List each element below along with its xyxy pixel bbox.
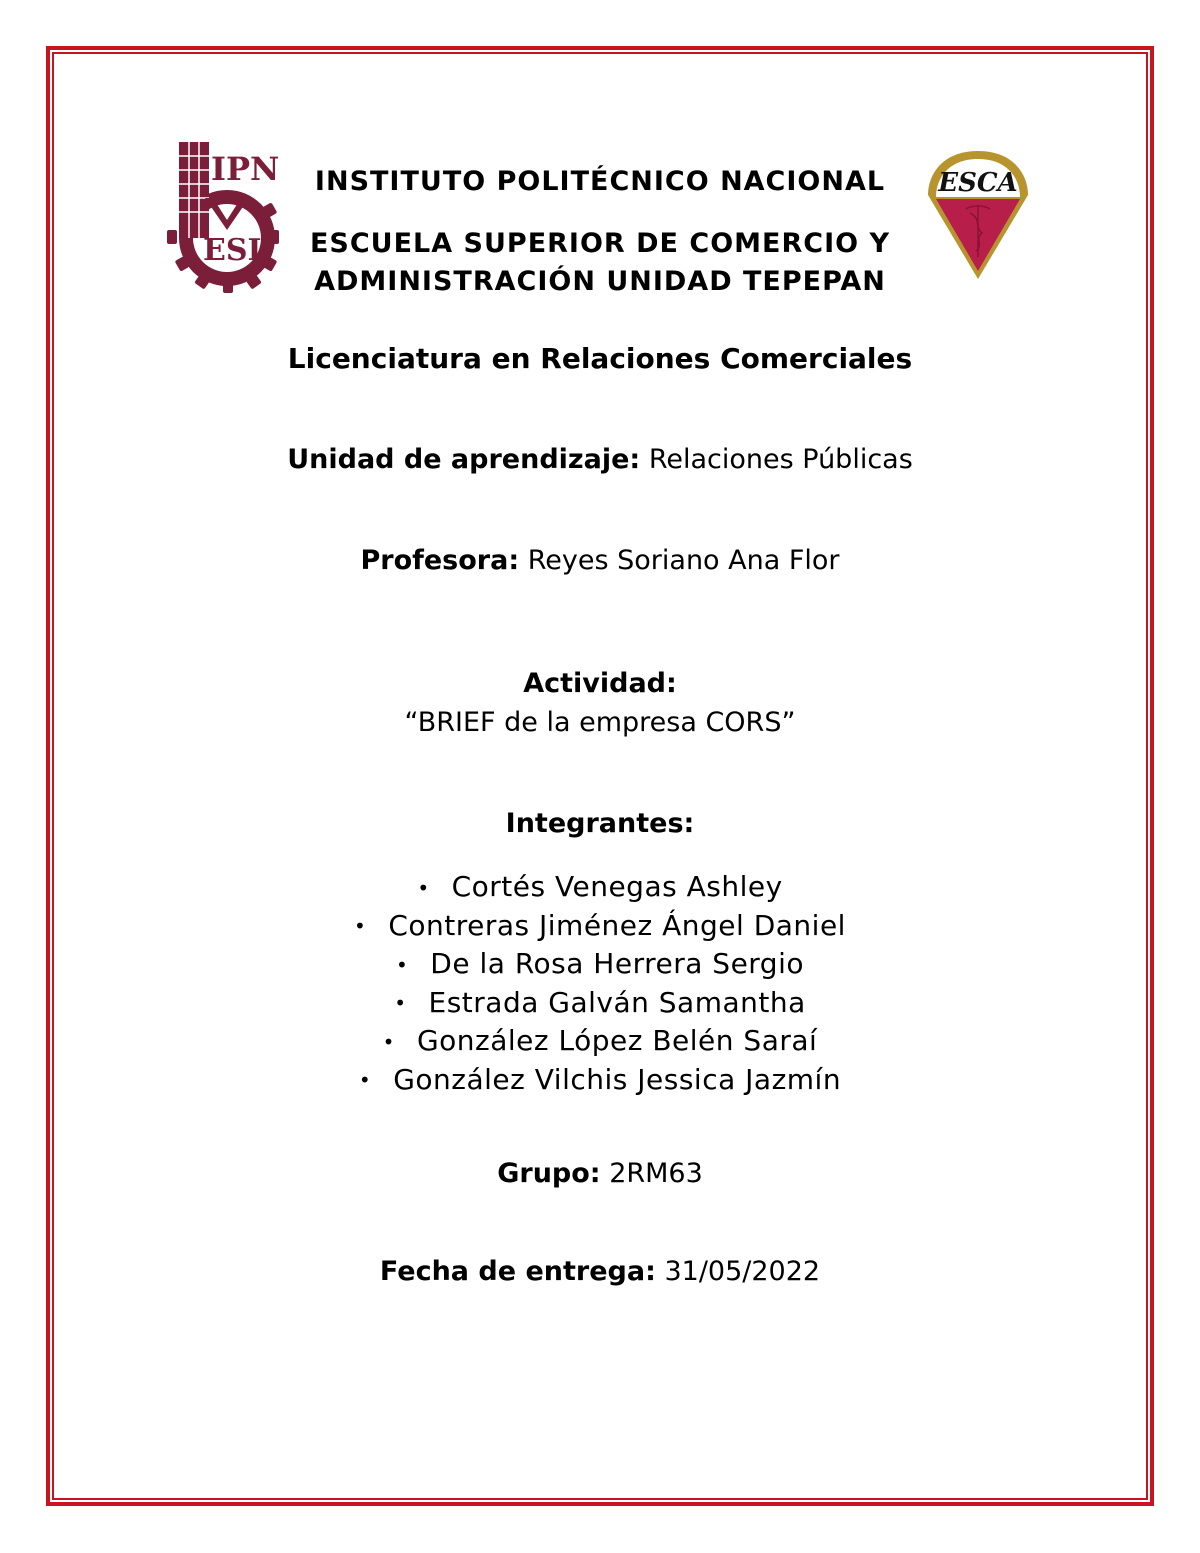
activity-value: “BRIEF de la empresa CORS” [404, 707, 796, 738]
list-item [0, 1061, 1200, 1100]
bullet-icon: • [417, 875, 430, 900]
member-name: González Vilchis Jessica Jazmín [393, 1062, 842, 1096]
list-item [0, 907, 1200, 946]
member-name: Estrada Galván Samantha [428, 985, 806, 1019]
members-label: Integrantes: [505, 808, 695, 839]
esca-logo [922, 147, 1034, 282]
bullet-icon: • [394, 991, 407, 1016]
bullet-icon: • [382, 1029, 395, 1054]
course-value: Relaciones Públicas [648, 444, 913, 475]
ipn-emblem-icon [165, 138, 280, 293]
teacher-label: Profesora: [360, 545, 520, 576]
svg-text:IPN: IPN [211, 150, 280, 188]
list-item [0, 868, 1200, 907]
list-item [0, 945, 1200, 984]
svg-text:ESCA: ESCA [938, 168, 1018, 198]
list-item [0, 1022, 1200, 1061]
member-name: Contreras Jiménez Ángel Daniel [388, 908, 846, 942]
svg-text:ESI: ESI [203, 233, 262, 268]
due-date-line [0, 1256, 1200, 1287]
degree-title: Licenciatura en Relaciones Comerciales [287, 342, 913, 375]
bullet-icon: • [354, 914, 367, 939]
teacher-value: Reyes Soriano Ana Flor [527, 545, 840, 576]
ipn-logo [165, 138, 280, 293]
course-label: Unidad de aprendizaje: [287, 444, 641, 475]
member-name: González López Belén Saraí [416, 1024, 818, 1057]
member-name: De la Rosa Herrera Sergio [430, 947, 804, 980]
school-name-line1: ESCUELA SUPERIOR DE COMERCIO Y [309, 228, 891, 259]
list-item [0, 984, 1200, 1023]
due-date-label: Fecha de entrega: [379, 1256, 656, 1287]
members-list [0, 868, 1200, 1099]
school-name-line2: ADMINISTRACIÓN UNIDAD TEPEPAN [314, 266, 886, 297]
bullet-icon: • [396, 952, 409, 977]
due-date-value: 31/05/2022 [664, 1256, 821, 1287]
member-name: Cortés Venegas Ashley [451, 870, 783, 903]
esca-emblem-icon [922, 147, 1034, 282]
group-label: Grupo: [497, 1158, 601, 1189]
group-value: 2RM63 [609, 1158, 703, 1189]
group-line [0, 1158, 1200, 1189]
activity-label: Actividad: [523, 668, 677, 699]
course-line [0, 444, 1200, 475]
teacher-line [0, 545, 1200, 576]
bullet-icon: • [358, 1068, 372, 1093]
institution-name: INSTITUTO POLITÉCNICO NACIONAL [314, 166, 886, 197]
